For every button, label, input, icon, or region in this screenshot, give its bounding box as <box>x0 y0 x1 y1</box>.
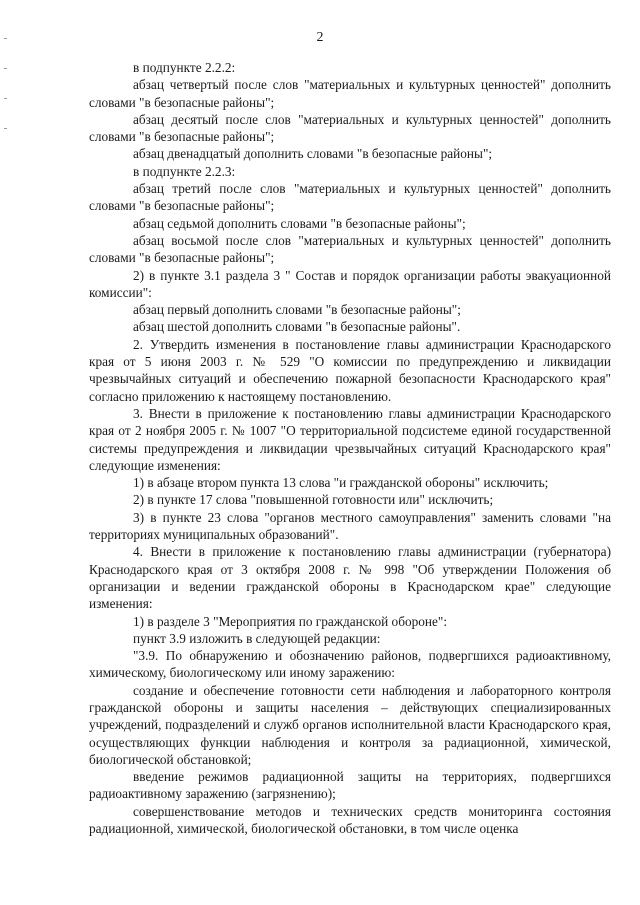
paragraph: 3. Внести в приложение к постановлению главы администрации Краснодарского края от 2 ноября 2005 г. № 1007 "О территориальной подсистеме единой государственной системы предупреждения и ликвидации чрезвычайных ситуаций Краснодарского края" следующие изменения: <box>89 405 611 473</box>
paragraph: абзац третий после слов "материальных и культурных ценностей" дополнить словами "в безопасные районы"; <box>89 181 611 214</box>
margin-mark <box>4 68 7 69</box>
paragraph: "3.9. По обнаружению и обозначению районов, подвергшихся радиоактивному, химическому, биологическому или иному заражению: <box>89 648 611 681</box>
paragraph: 3) в пункте 23 слова "органов местного самоуправления" заменить словами "на территориях муниципальных образований". <box>89 509 611 543</box>
paragraph: абзац четвертый после слов "материальных и культурных ценностей" дополнить словами "в безопасные районы"; <box>89 77 611 110</box>
paragraph: создание и обеспечение готовности сети наблюдения и лабораторного контроля гражданской обороны и защиты населения – действующих специализированных учреждений, подразделений и служб органов исполнительной власти Краснодарского края, осуществляющих функции наблюдения и контроля за радиационной, химической, биологической обстановкой; <box>89 682 611 767</box>
paragraph: абзац седьмой дополнить словами "в безопасные районы"; <box>133 215 466 231</box>
paragraph: введение режимов радиационной защиты на территориях, подвергшихся радиоактивному заражению (загрязнению); <box>89 769 611 802</box>
paragraph: абзац десятый после слов "материальных и культурных ценностей" дополнить словами "в безопасные районы"; <box>89 111 611 145</box>
paragraph: абзац двенадцатый дополнить словами "в безопасные районы"; <box>133 146 493 162</box>
paragraph: абзац первый дополнить словами "в безопасные районы"; <box>133 302 461 318</box>
paragraph: 2. Утвердить изменения в постановление главы администрации Краснодарского края от 5 июня 2003 г. № 529 "О комиссии по предупреждению и ликвидации чрезвычайных ситуаций и обеспечению пожарной безопасности Краснодарского края" согласно приложению к настоящему постановлению. <box>89 336 611 404</box>
margin-mark <box>4 98 7 99</box>
paragraph: в подпункте 2.2.3: <box>133 163 236 179</box>
page-number: 2 <box>316 30 324 45</box>
document-body <box>89 59 611 837</box>
paragraph: 1) в абзаце втором пункта 13 слова "и гражданской обороны" исключить; <box>133 475 549 491</box>
paragraph: 2) в пункте 3.1 раздела 3 " Состав и порядок организации работы эвакуационной комиссии": <box>89 267 611 300</box>
paragraph: абзац восьмой после слов "материальных и культурных ценностей" дополнить словами "в безопасные районы"; <box>89 232 611 266</box>
paragraph: в подпункте 2.2.2: <box>133 60 236 75</box>
paragraph: пункт 3.9 изложить в следующей редакции: <box>133 630 381 646</box>
paragraph: 2) в пункте 17 слова "повышенной готовности или" исключить; <box>133 492 494 508</box>
paragraph: 4. Внести в приложение к постановлению главы администрации (губернатора) Краснодарского края от 3 октября 2008 г. № 998 "Об утверждении Положения об организации и ведении гражданской обороны в Краснодарском крае" следующие изменения: <box>89 544 611 612</box>
margin-mark <box>4 128 7 129</box>
paragraph: совершенствование методов и технических средств мониторинга состояния радиационной, химической, биологической обстановки, в том числе оценка <box>89 803 611 837</box>
paragraph: 1) в разделе 3 "Мероприятия по гражданской обороне": <box>133 613 448 629</box>
paragraph: абзац шестой дополнить словами "в безопасные районы". <box>133 319 461 335</box>
